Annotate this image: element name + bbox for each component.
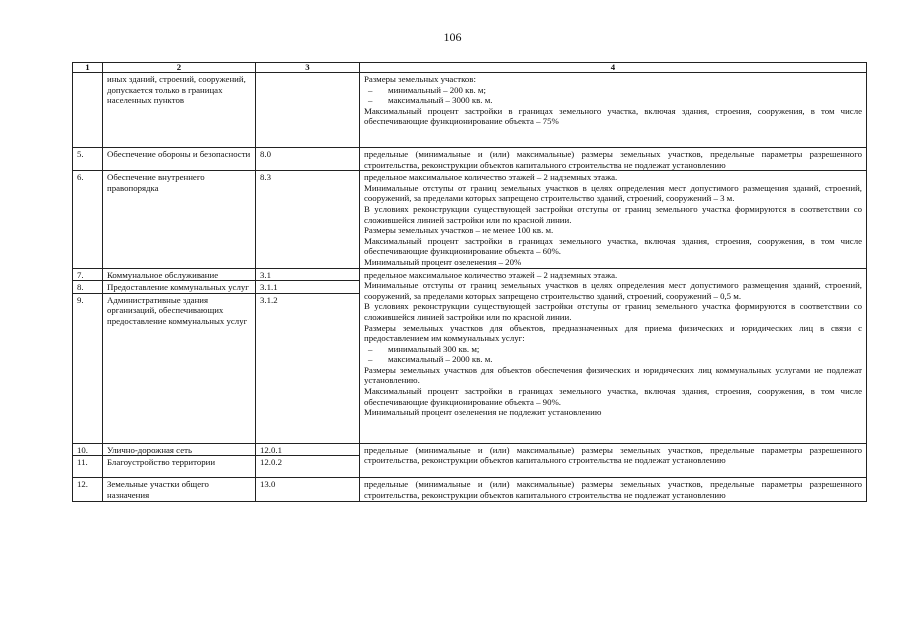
header-col-3: 3 (256, 63, 360, 73)
use-name: Земельные участки общего назначения (103, 478, 256, 501)
use-code: 3.1 (256, 268, 360, 281)
row-number: 11. (73, 456, 103, 478)
table-header-row (73, 63, 867, 73)
use-code: 3.1.2 (256, 293, 360, 443)
use-parameters: предельные (минимальные и (или) максимальные) размеры земельных участков, предельные параметры разрешенного строительства, реконструкции объектов капитального строительства не подлежат установлению (360, 443, 867, 478)
use-parameters: Размеры земельных участков: – минимальный – 200 кв. м; – максимальный – 3000 кв. м. Максимальный процент застройки в границах земельного участка, включая здания, строения, сооружения, в том числе обеспечивающие функционирование объекта – 75% (360, 73, 867, 148)
row-number: 10. (73, 443, 103, 456)
row-number: 7. (73, 268, 103, 281)
use-name: Коммунальное обслуживание (103, 268, 256, 281)
table-row (73, 268, 867, 281)
table-row (73, 443, 867, 456)
use-parameters: предельное максимальное количество этажей – 2 надземных этажа. Минимальные отступы от границ земельных участков в целях определения мест допустимого размещения зданий, строений, сооружений, за пределами которых запрещено строительство зданий, строений, сооружений – 3 м. В условиях реконструкции существующей застройки отступы от границ земельного участка формируются в соответствии со сложившейся линией застройки или по красной линии. Размеры земельных участков – не менее 100 кв. м. Максимальный процент застройки в границах земельного участка, включая здания, строения, сооружения, в том числе обеспечивающие функционирование объекта – 60%. Минимальный процент озеленения – 20% (360, 171, 867, 268)
use-code: 8.3 (256, 171, 360, 268)
row-number: 5. (73, 148, 103, 171)
use-code: 13.0 (256, 478, 360, 501)
page-number: 106 (443, 30, 462, 44)
regulations-table (72, 62, 867, 502)
row-number: 12. (73, 478, 103, 501)
use-name: Административные здания организаций, обеспечивающих предоставление коммунальных услуг (103, 293, 256, 443)
header-col-4: 4 (360, 63, 867, 73)
use-name: Предоставление коммунальных услуг (103, 281, 256, 294)
use-name: иных зданий, строений, сооружений, допускается только в границах населенных пунктов (103, 73, 256, 148)
use-name: Благоустройство территории (103, 456, 256, 478)
use-code: 3.1.1 (256, 281, 360, 294)
table-row (73, 73, 867, 148)
use-code: 12.0.2 (256, 456, 360, 478)
header-col-1: 1 (73, 63, 103, 73)
row-number: 6. (73, 171, 103, 268)
row-number: 8. (73, 281, 103, 294)
use-name: Обеспечение обороны и безопасности (103, 148, 256, 171)
row-number: 9. (73, 293, 103, 443)
use-code: 12.0.1 (256, 443, 360, 456)
use-parameters: предельные (минимальные и (или) максимальные) размеры земельных участков, предельные параметры разрешенного строительства, реконструкции объектов капитального строительства не подлежат установлению (360, 148, 867, 171)
table-row (73, 171, 867, 268)
table-row (73, 148, 867, 171)
use-code: 8.0 (256, 148, 360, 171)
use-parameters: предельное максимальное количество этажей – 2 надземных этажа. Минимальные отступы от границ земельных участков в целях определения мест допустимого размещения зданий, строений, сооружений, за пределами которых запрещено строительство зданий, строений, сооружений – 0,5 м. В условиях реконструкции существующей застройки отступы от границ земельного участка формируются в соответствии со сложившейся линией застройки или по красной линии. Размеры земельных участков для объектов, предназначенных для приема физических и юридических лиц в связи с предоставлением им коммунальных услуг: – минимальный 300 кв. м; – максимальный – 2000 кв. м. Размеры земельных участков для объектов обеспечения физических и юридических лиц коммунальных услугами не подлежат установлению. Максимальный процент застройки в границах земельного участка, включая здания, строения, сооружения, в том числе обеспечивающие функционирование объекта – 90%. Минимальный процент озеленения не подлежит установлению (360, 268, 867, 443)
use-name: Улично-дорожная сеть (103, 443, 256, 456)
use-parameters: предельные (минимальные и (или) максимальные) размеры земельных участков, предельные параметры разрешенного строительства, реконструкции объектов капитального строительства не подлежат установлению (360, 478, 867, 501)
header-col-2: 2 (103, 63, 256, 73)
row-number (73, 73, 103, 148)
use-name: Обеспечение внутреннего правопорядка (103, 171, 256, 268)
table-row (73, 478, 867, 501)
use-code (256, 73, 360, 148)
